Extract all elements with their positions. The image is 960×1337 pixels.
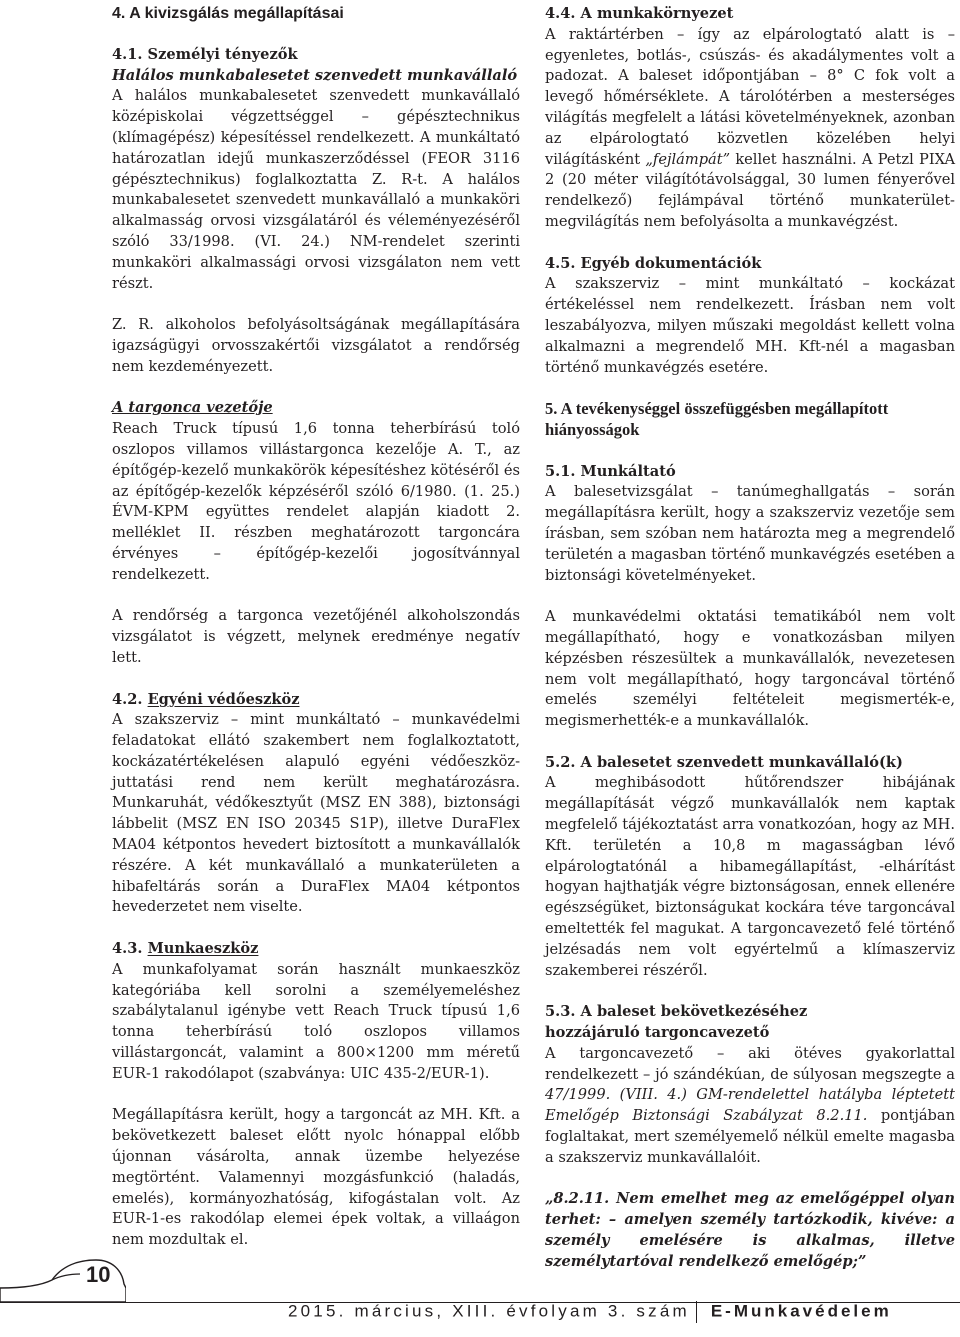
- left-column: [112, 4, 520, 1251]
- section-4-3-heading: 4.3. Munkaeszköz: [112, 940, 259, 958]
- issue-info: 2015. március, XIII. évfolyam 3. szám: [288, 1301, 690, 1321]
- section-4-4-heading: 4.4. A munkakörnyezet: [545, 5, 734, 22]
- section-5-heading: 5. A tevékenységgel összefüggésben megállapított hiányosságok: [545, 399, 889, 439]
- section-4-1-heading: 4.1. Személyi tényezők: [112, 45, 298, 63]
- paragraph: A halálos munkabalesetet szenvedett munkavállaló középiskolai végzettséggel – gépésztechnikus (klímagépész) képesítéssel rendelkezett. A munkáltató határozatlan idejű munkaszerződéssel (FEOR 3116 gépésztechnikus) foglalkoztatta Z. R-t. A halálos munkabalesetet szenvedett munkavállaló a munkaköri alkalmasság orvosi vizsgálatáról és véleményezéséről szóló 33/1998. (VI. 24.) NM-rendelet szerinti munkaköri alkalmassági orvosi vizsgálaton nem vett részt.: [112, 87, 520, 292]
- footer-divider: [696, 1301, 697, 1323]
- section-5-2-heading: 5.2. A balesetet szenvedett munkavállaló(k): [545, 753, 903, 771]
- paragraph: A munkafolyamat során használt munkaeszköz kategóriába kell sorolni a személyemeléshez szabálytalanul igénybe vett Reach Truck típusú 1,6 tonna teherbírású toló oszlopos villamos villástargoncát, valamint a 800×1200 mm méretű EUR-1 rakodólapot (szabványa: UIC 435-2/EUR-1).: [112, 960, 520, 1082]
- footer: [288, 1301, 892, 1323]
- subsection-driver-heading: A targonca vezetője: [112, 399, 273, 417]
- section-4-heading: 4. A kivizsgálás megállapításai: [112, 5, 344, 22]
- paragraph: A rendőrség a targonca vezetőjénél alkoholszondás vizsgálatot is végzett, melynek eredménye negatív lett.: [112, 607, 520, 666]
- right-column: [545, 4, 955, 1273]
- paragraph: A raktártérben – így az elpárologtató alatt is – egyenletes, botlás-, csúszás- és akadálymentes volt a padozat. A baleset időpontjában – 8° C fok volt a levegő hőmérséklete. A tárolótérben a mesterséges világítás megfelelt a látási követelményeknek, azonban az elpárologtató közvetlen közelében helyi világításként „fejlámpát” kellet használni. A Petzl PIXA 2 (20 méter világítótávolsággal, 30 lumen fényerővel rendelkező) fejlámpával történő munkaterület-megvilágítás nem befolyásolta a munkavégzést.: [545, 25, 955, 230]
- paragraph: A targoncavezető – aki ötéves gyakorlattal rendelkezett – jó szándékúan, de súlyosan megszegte a 47/1999. (VIII. 4.) GM-rendelettel hatályba léptetett Emelőgép Biztonsági Szabályzat 8.2.11. pontjában foglaltakat, mert személyemelő nélkül emelte magasba a szakszerviz munkavállalóit.: [545, 1044, 955, 1166]
- subsection-victim-heading: Halálos munkabalesetet szenvedett munkavállaló: [112, 66, 518, 84]
- page-number: 10: [86, 1262, 111, 1287]
- paragraph: Megállapításra került, hogy a targoncát az MH. Kft. a bekövetkezett baleset előtt nyolc hónappal előbb újonnan vásárolta, annak üzembe helyezése megtörtént. Valamennyi mozgásfunkció (haladás, emelés), kormányozhatóság, kifogástalan volt. Az EUR-1-es rakodólap elemei épek voltak, a villaágon nem mozdultak el.: [112, 1106, 520, 1249]
- paragraph: Z. R. alkoholos befolyásoltságának megállapítására igazságügyi orvosszakértői vizsgálatot a rendőrség nem kezdeményezett.: [112, 316, 520, 375]
- paragraph: A balesetvizsgálat – tanúmeghallgatás – során megállapításra került, hogy a szakszerviz vezetője sem írásban, sem szóban nem határozta meg a megrendelő területén a magasban történő munkavégzés esetében a biztonsági követelményeket.: [545, 483, 956, 584]
- brand-name: E-Munkavédelem: [710, 1301, 892, 1321]
- paragraph: A szakszerviz – mint munkáltató – kockázat értékeléssel nem rendelkezett. Írásban nem volt leszabályozva, milyen műszaki megoldást kellett volna alkalmazni a megrendelő MH. Kft-nél a magasban történő munkavégzés esetére.: [545, 275, 955, 376]
- regulation-quote: „8.2.11. Nem emelhet meg az emelőgéppel olyan terhet: – amelyen személy tartózkodik, kivéve: a személy emelésére is alkalmas, illetve személytartóval rendelkező emelőgép;”: [545, 1190, 955, 1270]
- paragraph: A szakszerviz – mint munkáltató – munkavédelmi feladatokat ellátó szakembert nem foglalkoztatott, kockázatértékelésen alapuló egyéni védőeszköz-juttatási rend nem került meghatározásra. Munkaruhát, védőkesztyűt (MSZ EN 388), biztonsági lábbelit (MSZ EN ISO 20345 S1P), illetve DuraFlex MA04 kétpontos hevedert biztosított a munkavállalók részére. A két munkavállaló a munkaterületen a hibafeltárás során a DuraFlex MA04 kétpontos hevederzetet nem viselte.: [112, 711, 520, 916]
- section-5-3-heading: 5.3. A baleset bekövetkezéséhez hozzájáruló targoncavezető: [545, 1003, 808, 1042]
- section-5-1-heading: 5.1. Munkáltató: [545, 462, 676, 480]
- section-4-5-heading: 4.5. Egyéb dokumentációk: [545, 254, 762, 272]
- paragraph: A meghibásodott hűtőrendszer hibájának megállapítását végző munkavállalók nem kaptak megfelelő tájékoztatást arra vonatkozóan, hogy az MH. Kft. területén a 10,8 m magasságban lévő elpárologtatónál a hibamegállapítást, -elhárítást hogyan hajthatják végre biztonságosan, ennek ellenére egészségüket, biztonságukat kockára téve targoncával emeltették fel magukat. A targoncavezető felé történő jelzésadás nem volt egyértelmű a klímaszerviz szakemberei részéről.: [545, 774, 955, 979]
- paragraph: A munkavédelmi oktatási tematikából nem volt megállapítható, hogy e vonatkozásban milyen képzésben részesültek a munkavállalók, nevezetesen nem volt megállapítható, hogy targoncával történő emelés személyi feltételeit megismerték-e, megismerhették-e a munkavállalók.: [545, 608, 955, 730]
- section-4-2-heading: 4.2. Egyéni védőeszköz: [112, 690, 300, 708]
- paragraph: Reach Truck típusú 1,6 tonna teherbírású toló oszlopos villamos villástargonca kezelője A. T., az építőgép-kezelő munkakörök képesítéshez kötéséről és az építőgép-kezelők képzéséről szóló 6/1980. (1. 25.) ÉVM-KPM együttes rendelet alapján kiadott 2. melléklet II. részben meghatározott targoncára érvényes – építőgép-kezelői jogosítvánnyal rendelkezett.: [112, 420, 520, 583]
